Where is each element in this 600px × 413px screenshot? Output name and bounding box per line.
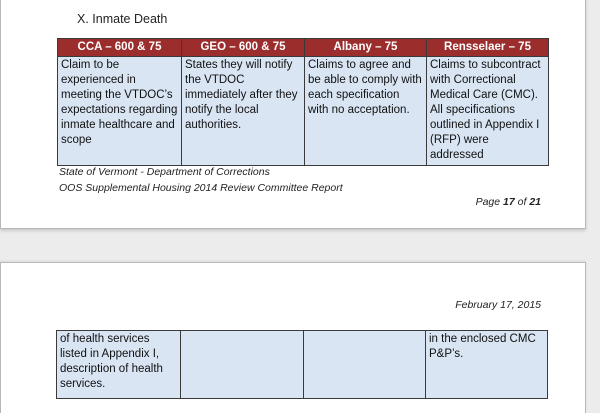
header-albany: Albany – 75: [305, 39, 427, 57]
page-total: 21: [529, 196, 541, 208]
cell-albany: Claims to agree and be able to comply with each specification with no acceptation.: [305, 57, 427, 166]
cell-rensselaer-continued: in the enclosed CMC P&P’s.: [426, 331, 548, 399]
table-header-row: [58, 39, 549, 57]
page-number: [476, 196, 541, 208]
page-label: Page: [475, 196, 504, 208]
footer-report-title: OOS Supplemental Housing 2014 Review Committee Report: [59, 182, 343, 194]
footer-organization: State of Vermont - Department of Corrections: [59, 166, 270, 178]
header-date: February 17, 2015: [455, 299, 541, 311]
header-cca: CCA – 600 & 75: [58, 39, 182, 57]
page-current: 17: [503, 196, 515, 208]
comparison-table: [57, 38, 549, 166]
cell-cca-continued: of health services listed in Appendix I, description of health services.: [57, 331, 181, 399]
cell-rensselaer: Claims to subcontract with Correctional Medical Care (CMC). All specifications outlined in Appendix I (RFP) were addressed: [427, 57, 549, 166]
page-of: of: [514, 196, 530, 208]
cell-albany-continued: [304, 331, 426, 399]
header-rensselaer: Rensselaer – 75: [427, 39, 549, 57]
table-row: [57, 331, 548, 399]
cell-cca: Claim to be experienced in meeting the VTDOC’s expectations regarding inmate healthcare and scope: [58, 57, 182, 166]
table-row: [58, 57, 549, 166]
section-heading: X. Inmate Death: [77, 12, 168, 26]
cell-geo: States they will notify the VTDOC immediately after they notify the local authorities.: [182, 57, 305, 166]
comparison-table-continued: [56, 330, 548, 399]
header-geo: GEO – 600 & 75: [182, 39, 305, 57]
cell-geo-continued: [181, 331, 304, 399]
